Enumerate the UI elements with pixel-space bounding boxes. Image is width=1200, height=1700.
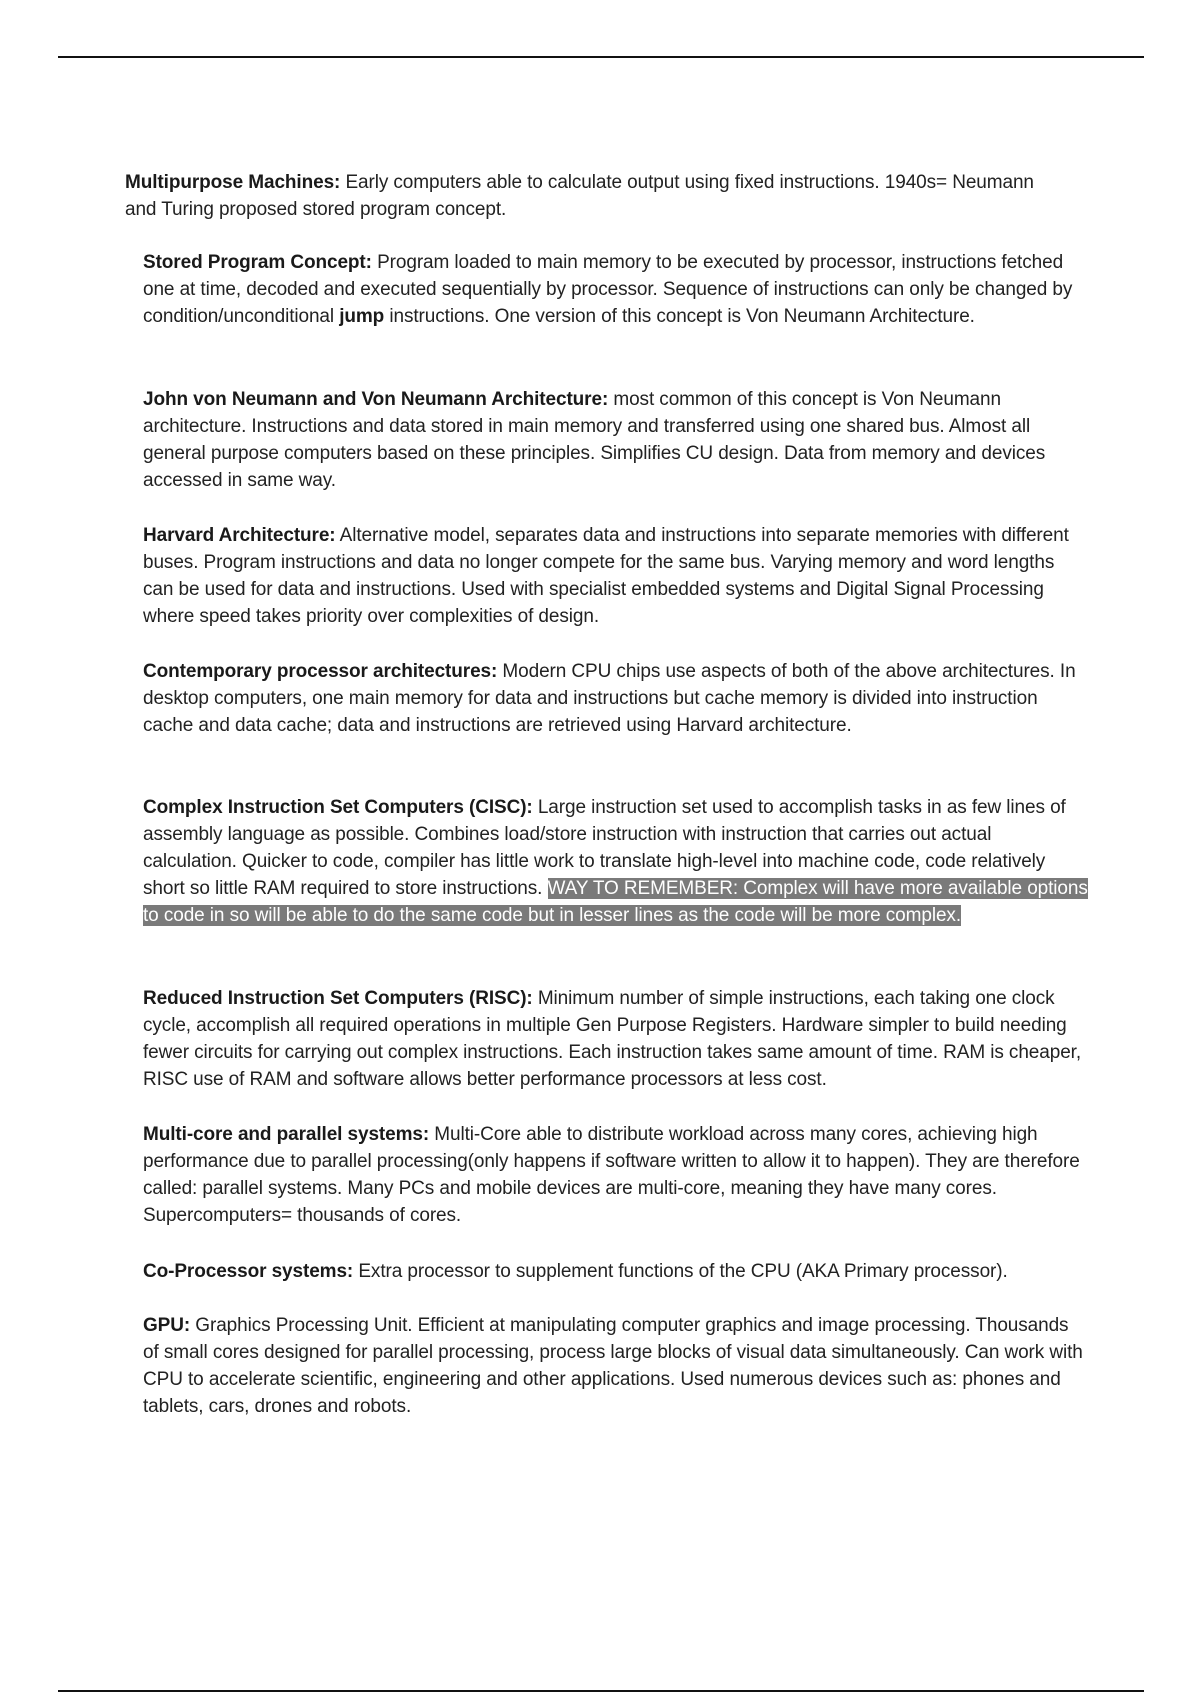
paragraph-gpu: [143, 1312, 1088, 1420]
paragraph-multipurpose-machines: [125, 169, 1060, 223]
paragraph-co-processor: [143, 1258, 1088, 1285]
paragraph-stored-program-concept: [143, 249, 1088, 330]
paragraph-risc: [143, 985, 1088, 1093]
term-label: GPU:: [143, 1315, 191, 1336]
term-label: Complex Instruction Set Computers (CISC):: [143, 797, 533, 818]
paragraph-text: most common of this concept is Von Neumann architecture. Instructions and data stored in main memory and transferred using one shared bus. Almost all general purpose computers based on these principles. Simplifies CU design. Data from memory and devices accessed in same way.: [143, 389, 1046, 491]
term-label: Stored Program Concept:: [143, 252, 372, 273]
term-label: Contemporary processor architectures:: [143, 661, 498, 682]
paragraph-text: Graphics Processing Unit. Efficient at manipulating computer graphics and image processing. Thousands of small cores designed for parallel processing, process large blocks of visual data simultaneously. Can work with CPU to accelerate scientific, engineering and other applications. Used numerous devices such as: phones and tablets, cars, drones and robots.: [143, 1315, 1083, 1417]
term-label: Harvard Architecture:: [143, 525, 336, 546]
footer-rule: [58, 1690, 1144, 1692]
bold-word: jump: [339, 306, 385, 327]
paragraph-contemporary-architectures: [143, 658, 1088, 739]
paragraph-text: instructions. One version of this concept is Von Neumann Architecture.: [384, 306, 975, 327]
paragraph-cisc: [143, 794, 1088, 929]
paragraph-text: Alternative model, separates data and instructions into separate memories with different buses. Program instructions and data no longer compete for the same bus. Varying memory and word lengths can be used for data and instructions. Used with specialist embedded systems and Digital Signal Processing where speed takes priority over complexities of design.: [143, 525, 1069, 627]
paragraph-harvard-architecture: [143, 522, 1088, 630]
term-label: Multi-core and parallel systems:: [143, 1124, 430, 1145]
paragraph-von-neumann: [143, 386, 1088, 494]
term-label: Reduced Instruction Set Computers (RISC):: [143, 988, 533, 1009]
paragraph-multi-core: [143, 1121, 1088, 1229]
paragraph-text: Minimum number of simple instructions, each taking one clock cycle, accomplish all required operations in multiple Gen Purpose Registers. Hardware simpler to build needing fewer circuits for carrying out complex instructions. Each instruction takes same amount of time. RAM is cheaper, RISC use of RAM and software allows better performance processors at less cost.: [143, 988, 1082, 1090]
paragraph-text: Extra processor to supplement functions of the CPU (AKA Primary processor).: [353, 1261, 1008, 1282]
term-label: Co-Processor systems:: [143, 1261, 354, 1282]
paragraph-text: Multi-Core able to distribute workload across many cores, achieving high performance due to parallel processing(only happens if software written to allow it to happen). They are therefore called: parallel systems. Many PCs and mobile devices are multi-core, meaning they have many cores. Supercomputers= thousands of cores.: [143, 1124, 1080, 1226]
paragraph-text: Large instruction set used to accomplish tasks in as few lines of assembly language as possible. Combines load/store instruction with instruction that carries out actual calculation. Quicker to code, compiler has little work to translate high-level into machine code, code relatively short so little RAM required to store instructions.: [143, 797, 1066, 899]
highlighted-note: WAY TO REMEMBER: Complex will have more available options to code in so will be able to do the same code but in lesser lines as the code will be more complex.: [143, 878, 1088, 926]
paragraph-text: Modern CPU chips use aspects of both of the above architectures. In desktop computers, one main memory for data and instructions but cache memory is divided into instruction cache and data cache; data and instructions are retrieved using Harvard architecture.: [143, 661, 1076, 736]
term-label: Multipurpose Machines:: [125, 172, 341, 193]
paragraph-text: Program loaded to main memory to be executed by processor, instructions fetched one at time, decoded and executed sequentially by processor. Sequence of instructions can only be changed by condition/unconditional: [143, 252, 1073, 327]
paragraph-text: Early computers able to calculate output using fixed instructions. 1940s= Neumann and Turing proposed stored program concept.: [125, 172, 1034, 220]
header-rule: [58, 56, 1144, 58]
term-label: John von Neumann and Von Neumann Architecture:: [143, 389, 609, 410]
